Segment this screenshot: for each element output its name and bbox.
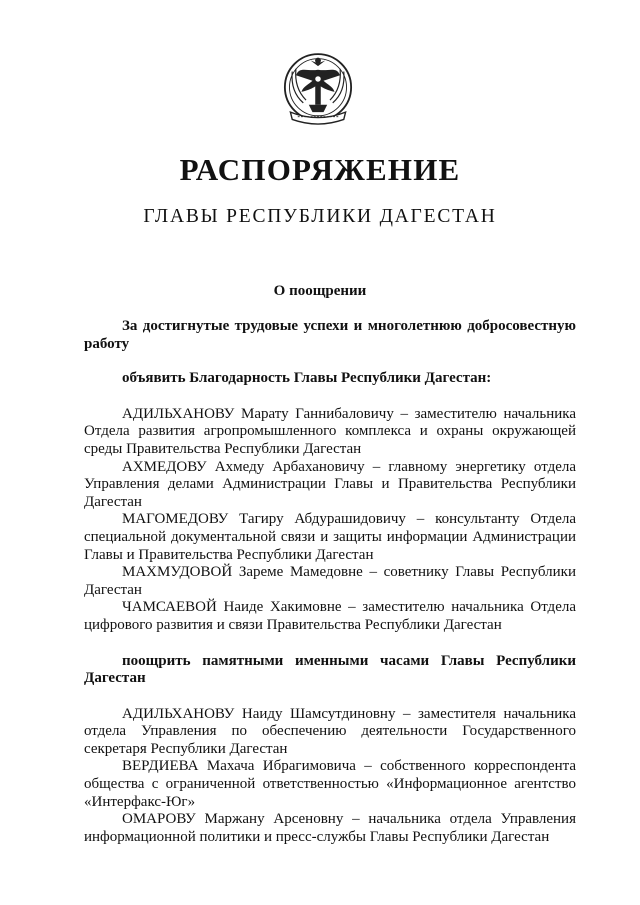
list-item: АДИЛЬХАНОВУ Марату Ганнибаловичу – заместителю начальника Отдела развития агропромышленного комплекса и охраны окружающей среды Правительства Республики Дагестан — [84, 405, 576, 457]
section2-heading: поощрить памятными именными часами Главы Республики Дагестан — [84, 652, 576, 687]
document-title: РАСПОРЯЖЕНИЕ — [179, 152, 461, 187]
list-item: МАХМУДОВОЙ Зареме Мамедовне – советнику Главы Республики Дагестан — [84, 564, 576, 598]
list-item: ВЕРДИЕВА Махача Ибрагимовича – собственного корреспондента общества с ограниченной ответственностью «Информационное агентство «Интерфакс-Юг» — [84, 758, 576, 810]
dagestan-coat-of-arms-icon — [272, 44, 364, 136]
list-item: МАГОМЕДОВУ Тагиру Абдурашидовичу – консультанту Отдела специальной документальной связи и защиты информации Администрации Главы и Правительства Республики Дагестан — [84, 511, 576, 563]
document-subtitle: ГЛАВЫ РЕСПУБЛИКИ ДАГЕСТАН — [143, 206, 497, 227]
list-item: АХМЕДОВУ Ахмеду Арбахановичу – главному энергетику отдела Управления делами Администрации Главы и Правительства Республики Дагестан — [84, 458, 576, 510]
document-body — [84, 318, 576, 846]
list-item: ЧАМСАЕВОЙ Наиде Хакимовне – заместителю начальника Отдела цифрового развития и связи Правительства Республики Дагестан — [84, 599, 576, 633]
document-subject: О поощрении — [273, 283, 367, 299]
list-item: АДИЛЬХАНОВУ Наиду Шамсутдиновну – заместителя начальника отдела Управления по обеспечению деятельности Государственного секретаря Республики Дагестан — [84, 705, 576, 757]
section1-heading: объявить Благодарность Главы Республики Дагестан: — [122, 370, 492, 387]
list-item: ОМАРОВУ Маржану Арсеновну – начальника отдела Управления информационной политики и пресс-службы Главы Республики Дагестан — [84, 811, 576, 845]
intro-paragraph: За достигнутые трудовые успехи и многолетнюю добросовестную работу — [84, 318, 576, 352]
